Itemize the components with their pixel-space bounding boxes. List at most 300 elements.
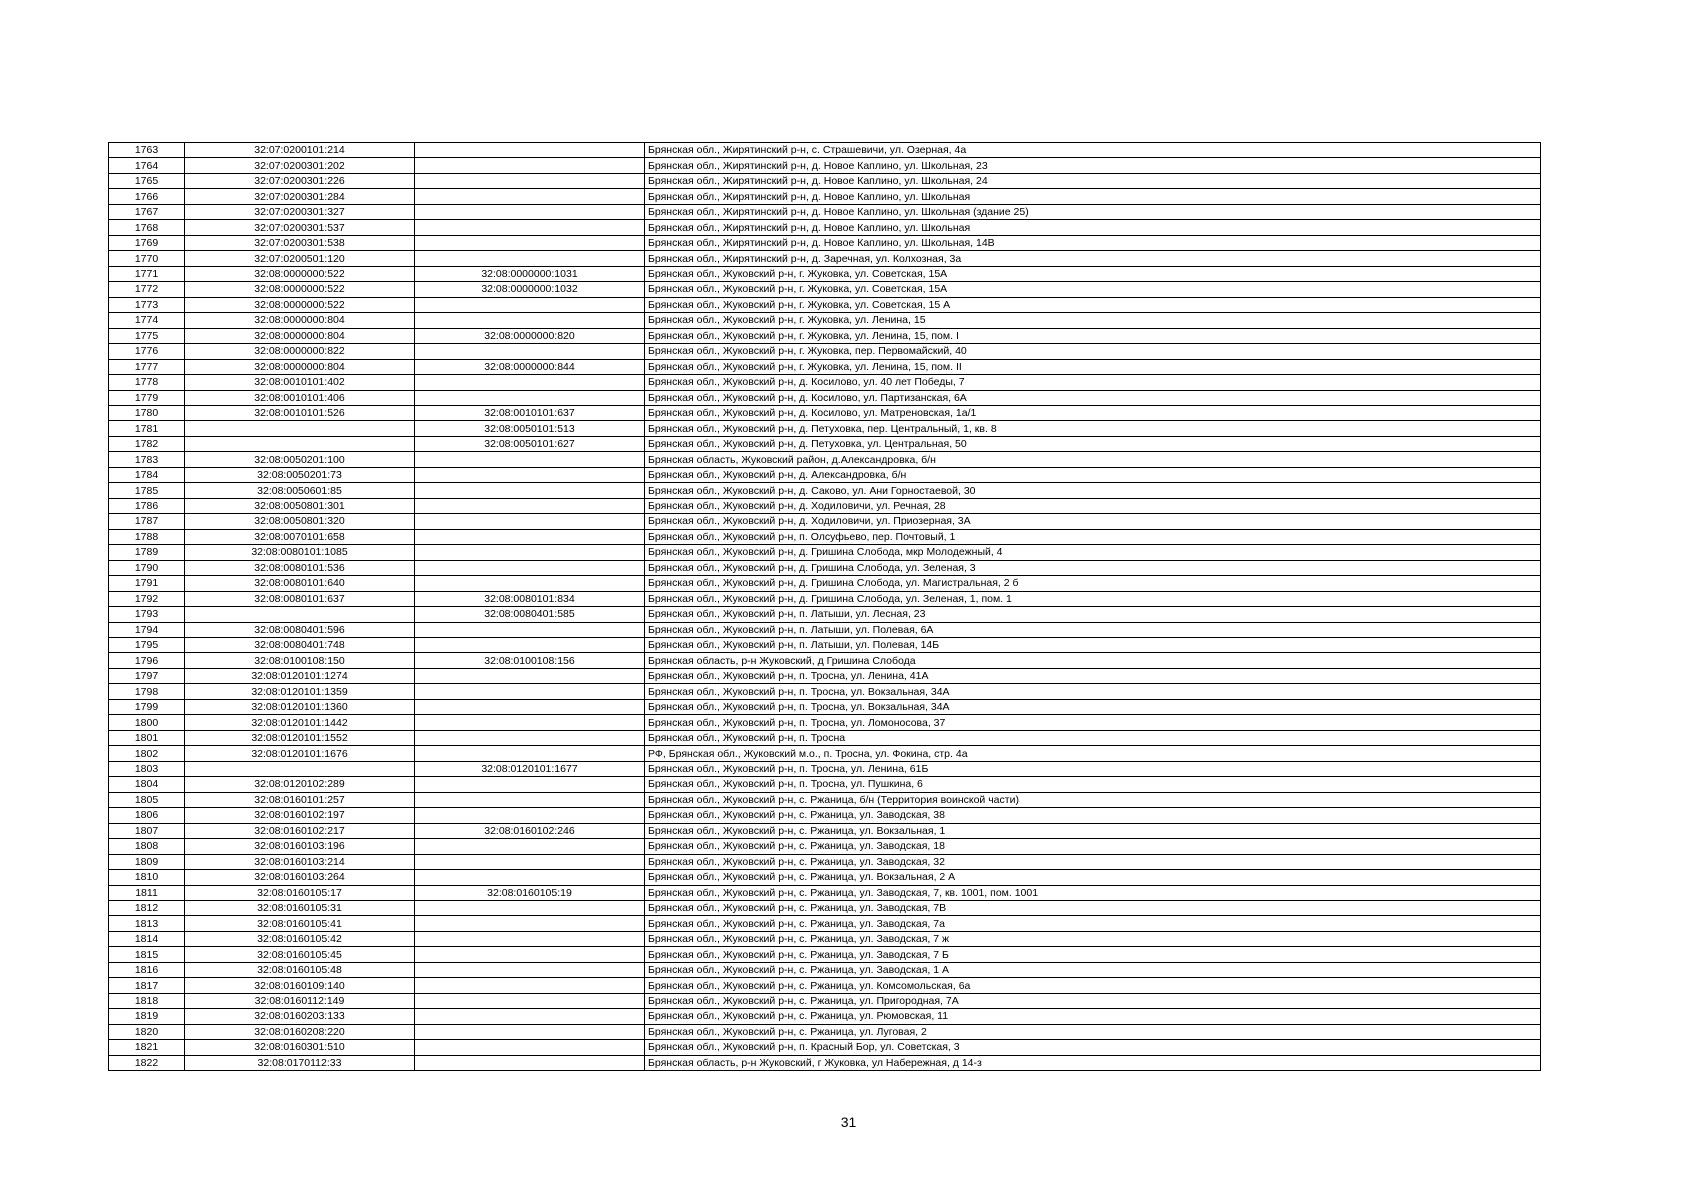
row-number-cell: 1792 xyxy=(109,591,185,606)
row-number-cell: 1816 xyxy=(109,962,185,977)
cadastral-number-cell: 32:08:0120101:1552 xyxy=(185,730,415,745)
cadastral-number-cell: 32:08:0080401:596 xyxy=(185,622,415,637)
row-number-cell: 1815 xyxy=(109,947,185,962)
row-number-cell: 1822 xyxy=(109,1055,185,1070)
address-cell: Брянская обл., Жуковский р-н, п. Латыши, ул. Полевая, 14Б xyxy=(645,638,1541,653)
address-cell: Брянская обл., Жуковский р-н, д. Гришина Слобода, ул. Магистральная, 2 б xyxy=(645,576,1541,591)
row-number-cell: 1821 xyxy=(109,1040,185,1055)
table-row xyxy=(109,483,1541,498)
address-cell: Брянская обл., Жуковский р-н, с. Ржаница, ул. Заводская, 7 Б xyxy=(645,947,1541,962)
related-cadastral-number-cell xyxy=(415,483,645,498)
row-number-cell: 1809 xyxy=(109,854,185,869)
address-cell: Брянская обл., Жуковский р-н, д. Гришина Слобода, ул. Зеленая, 3 xyxy=(645,560,1541,575)
table-row xyxy=(109,436,1541,451)
address-cell: Брянская обл., Жуковский р-н, п. Тросна, ул. Ленина, 41А xyxy=(645,668,1541,683)
row-number-cell: 1776 xyxy=(109,344,185,359)
row-number-cell: 1807 xyxy=(109,823,185,838)
cadastral-number-cell: 32:08:0050201:73 xyxy=(185,467,415,482)
table-row xyxy=(109,514,1541,529)
row-number-cell: 1774 xyxy=(109,313,185,328)
address-cell: Брянская обл., Жирятинский р-н, д. Новое Каплино, ул. Школьная, 14В xyxy=(645,235,1541,250)
cadastral-number-cell: 32:08:0160203:133 xyxy=(185,1009,415,1024)
row-number-cell: 1818 xyxy=(109,993,185,1008)
row-number-cell: 1786 xyxy=(109,498,185,513)
address-cell: Брянская обл., Жирятинский р-н, д. Новое Каплино, ул. Школьная (здание 25) xyxy=(645,204,1541,219)
related-cadastral-number-cell xyxy=(415,993,645,1008)
related-cadastral-number-cell xyxy=(415,545,645,560)
table-row xyxy=(109,390,1541,405)
cadastral-number-cell: 32:08:0160101:257 xyxy=(185,792,415,807)
row-number-cell: 1764 xyxy=(109,158,185,173)
cadastral-number-cell: 32:08:0160103:214 xyxy=(185,854,415,869)
table-row xyxy=(109,220,1541,235)
table-row xyxy=(109,235,1541,250)
related-cadastral-number-cell: 32:08:0000000:820 xyxy=(415,328,645,343)
row-number-cell: 1782 xyxy=(109,436,185,451)
table-row xyxy=(109,792,1541,807)
row-number-cell: 1814 xyxy=(109,931,185,946)
cadastral-number-cell: 32:08:0050801:301 xyxy=(185,498,415,513)
table-row xyxy=(109,560,1541,575)
address-cell: Брянская обл., Жуковский р-н, с. Ржаница, ул. Заводская, 7 ж xyxy=(645,931,1541,946)
address-cell: Брянская обл., Жирятинский р-н, д. Новое Каплино, ул. Школьная, 24 xyxy=(645,173,1541,188)
row-number-cell: 1779 xyxy=(109,390,185,405)
address-cell: Брянская обл., Жуковский р-н, с. Ржаница, ул. Комсомольская, 6а xyxy=(645,978,1541,993)
table-row xyxy=(109,900,1541,915)
row-number-cell: 1769 xyxy=(109,235,185,250)
related-cadastral-number-cell xyxy=(415,560,645,575)
cadastral-number-cell: 32:08:0100108:150 xyxy=(185,653,415,668)
table-row xyxy=(109,653,1541,668)
table-row xyxy=(109,359,1541,374)
address-cell: Брянская обл., Жуковский р-н, д. Гришина Слобода, ул. Зеленая, 1, пом. 1 xyxy=(645,591,1541,606)
address-cell: Брянская обл., Жуковский р-н, п. Красный Бор, ул. Советская, 3 xyxy=(645,1040,1541,1055)
table-row xyxy=(109,947,1541,962)
table-row xyxy=(109,344,1541,359)
cadastral-number-cell xyxy=(185,607,415,622)
address-cell: Брянская обл., Жуковский р-н, п. Тросна, ул. Ломоносова, 37 xyxy=(645,715,1541,730)
row-number-cell: 1775 xyxy=(109,328,185,343)
table-row xyxy=(109,684,1541,699)
address-cell: Брянская область, Жуковский район, д.Александровка, б/н xyxy=(645,452,1541,467)
row-number-cell: 1797 xyxy=(109,668,185,683)
cadastral-number-cell: 32:08:0050601:85 xyxy=(185,483,415,498)
address-cell: Брянская обл., Жуковский р-н, с. Ржаница, ул. Заводская, 1 А xyxy=(645,962,1541,977)
related-cadastral-number-cell xyxy=(415,715,645,730)
related-cadastral-number-cell: 32:08:0080401:585 xyxy=(415,607,645,622)
row-number-cell: 1810 xyxy=(109,870,185,885)
row-number-cell: 1787 xyxy=(109,514,185,529)
related-cadastral-number-cell xyxy=(415,699,645,714)
address-cell: Брянская обл., Жуковский р-н, п. Латыши, ул. Лесная, 23 xyxy=(645,607,1541,622)
table-row xyxy=(109,777,1541,792)
cadastral-number-cell: 32:08:0120101:1360 xyxy=(185,699,415,714)
row-number-cell: 1812 xyxy=(109,900,185,915)
cadastral-number-cell: 32:08:0160105:41 xyxy=(185,916,415,931)
address-cell: Брянская обл., Жуковский р-н, п. Олсуфьево, пер. Почтовый, 1 xyxy=(645,529,1541,544)
related-cadastral-number-cell: 32:08:0000000:1032 xyxy=(415,282,645,297)
related-cadastral-number-cell xyxy=(415,668,645,683)
cadastral-number-cell: 32:08:0160103:264 xyxy=(185,870,415,885)
related-cadastral-number-cell xyxy=(415,576,645,591)
row-number-cell: 1773 xyxy=(109,297,185,312)
related-cadastral-number-cell xyxy=(415,452,645,467)
related-cadastral-number-cell: 32:08:0100108:156 xyxy=(415,653,645,668)
table-row xyxy=(109,746,1541,761)
cadastral-number-cell: 32:08:0120101:1442 xyxy=(185,715,415,730)
cadastral-number-cell: 32:08:0160112:149 xyxy=(185,993,415,1008)
row-number-cell: 1801 xyxy=(109,730,185,745)
address-cell: Брянская обл., Жуковский р-н, с. Ржаница, ул. Заводская, 7, кв. 1001, пом. 1001 xyxy=(645,885,1541,900)
address-cell: Брянская обл., Жуковский р-н, д. Александровка, б/н xyxy=(645,467,1541,482)
table-row xyxy=(109,823,1541,838)
row-number-cell: 1808 xyxy=(109,839,185,854)
page-number: 31 xyxy=(840,1114,857,1130)
cadastral-number-cell: 32:08:0000000:804 xyxy=(185,328,415,343)
address-cell: Брянская обл., Жуковский р-н, с. Ржаница, ул. Заводская, 38 xyxy=(645,808,1541,823)
address-cell: Брянская область, р-н Жуковский, г Жуковка, ул Набережная, д 14-з xyxy=(645,1055,1541,1070)
table-row xyxy=(109,854,1541,869)
address-cell: Брянская обл., Жуковский р-н, д. Ходиловичи, ул. Речная, 28 xyxy=(645,498,1541,513)
row-number-cell: 1811 xyxy=(109,885,185,900)
cadastral-number-cell: 32:07:0200301:284 xyxy=(185,189,415,204)
table-row xyxy=(109,607,1541,622)
related-cadastral-number-cell xyxy=(415,792,645,807)
related-cadastral-number-cell xyxy=(415,297,645,312)
address-cell: Брянская обл., Жуковский р-н, д. Ходиловичи, ул. Приозерная, 3А xyxy=(645,514,1541,529)
table-row xyxy=(109,730,1541,745)
related-cadastral-number-cell xyxy=(415,808,645,823)
table-row xyxy=(109,668,1541,683)
row-number-cell: 1804 xyxy=(109,777,185,792)
cadastral-number-cell: 32:08:0080101:637 xyxy=(185,591,415,606)
table-row xyxy=(109,282,1541,297)
row-number-cell: 1772 xyxy=(109,282,185,297)
address-cell: Брянская обл., Жуковский р-н, д. Косилово, ул. 40 лет Победы, 7 xyxy=(645,375,1541,390)
table-row xyxy=(109,328,1541,343)
table-row xyxy=(109,962,1541,977)
row-number-cell: 1795 xyxy=(109,638,185,653)
row-number-cell: 1781 xyxy=(109,421,185,436)
row-number-cell: 1799 xyxy=(109,699,185,714)
table-row xyxy=(109,405,1541,420)
cadastral-number-cell: 32:08:0010101:526 xyxy=(185,405,415,420)
row-number-cell: 1771 xyxy=(109,266,185,281)
cadastral-number-cell: 32:08:0120101:1274 xyxy=(185,668,415,683)
related-cadastral-number-cell xyxy=(415,235,645,250)
cadastral-number-cell: 32:07:0200301:327 xyxy=(185,204,415,219)
table-row xyxy=(109,576,1541,591)
cadastral-number-cell: 32:07:0200501:120 xyxy=(185,251,415,266)
cadastral-number-cell: 32:08:0120101:1676 xyxy=(185,746,415,761)
table-row xyxy=(109,189,1541,204)
address-cell: Брянская обл., Жуковский р-н, с. Ржаница, б/н (Территория воинской части) xyxy=(645,792,1541,807)
cadastral-number-cell: 32:08:0160109:140 xyxy=(185,978,415,993)
row-number-cell: 1763 xyxy=(109,143,185,158)
address-cell: Брянская обл., Жирятинский р-н, д. Заречная, ул. Колхозная, 3а xyxy=(645,251,1541,266)
address-cell: Брянская обл., Жирятинский р-н, д. Новое Каплино, ул. Школьная, 23 xyxy=(645,158,1541,173)
address-cell: Брянская обл., Жуковский р-н, д. Саково, ул. Ани Горностаевой, 30 xyxy=(645,483,1541,498)
table-row xyxy=(109,498,1541,513)
address-cell: Брянская обл., Жуковский р-н, д. Косилово, ул. Партизанская, 6А xyxy=(645,390,1541,405)
related-cadastral-number-cell xyxy=(415,220,645,235)
cadastral-number-cell: 32:08:0080101:536 xyxy=(185,560,415,575)
address-cell: Брянская обл., Жуковский р-н, г. Жуковка, ул. Советская, 15 А xyxy=(645,297,1541,312)
related-cadastral-number-cell xyxy=(415,158,645,173)
table-row xyxy=(109,375,1541,390)
cadastral-number-cell: 32:08:0120102:289 xyxy=(185,777,415,792)
row-number-cell: 1813 xyxy=(109,916,185,931)
related-cadastral-number-cell xyxy=(415,189,645,204)
row-number-cell: 1802 xyxy=(109,746,185,761)
row-number-cell: 1798 xyxy=(109,684,185,699)
related-cadastral-number-cell xyxy=(415,638,645,653)
cadastral-number-cell: 32:07:0200301:226 xyxy=(185,173,415,188)
related-cadastral-number-cell xyxy=(415,1040,645,1055)
table-body xyxy=(109,143,1541,1071)
address-cell: Брянская обл., Жуковский р-н, д. Петуховка, пер. Центральный, 1, кв. 8 xyxy=(645,421,1541,436)
table-row xyxy=(109,978,1541,993)
table-row xyxy=(109,839,1541,854)
cadastral-number-cell: 32:08:0080401:748 xyxy=(185,638,415,653)
row-number-cell: 1783 xyxy=(109,452,185,467)
address-cell: Брянская обл., Жуковский р-н, с. Ржаница, ул. Луговая, 2 xyxy=(645,1024,1541,1039)
table-row xyxy=(109,173,1541,188)
related-cadastral-number-cell xyxy=(415,1009,645,1024)
related-cadastral-number-cell xyxy=(415,1055,645,1070)
row-number-cell: 1796 xyxy=(109,653,185,668)
address-cell: Брянская обл., Жуковский р-н, п. Тросна, ул. Пушкина, 6 xyxy=(645,777,1541,792)
cadastral-number-cell: 32:08:0000000:522 xyxy=(185,266,415,281)
row-number-cell: 1805 xyxy=(109,792,185,807)
address-cell: Брянская обл., Жуковский р-н, г. Жуковка, ул. Советская, 15А xyxy=(645,282,1541,297)
address-cell: Брянская обл., Жуковский р-н, г. Жуковка, ул. Советская, 15А xyxy=(645,266,1541,281)
related-cadastral-number-cell xyxy=(415,931,645,946)
table-row xyxy=(109,467,1541,482)
related-cadastral-number-cell xyxy=(415,529,645,544)
related-cadastral-number-cell xyxy=(415,978,645,993)
table-row xyxy=(109,1024,1541,1039)
address-cell: Брянская обл., Жуковский р-н, г. Жуковка, ул. Ленина, 15, пом. I xyxy=(645,328,1541,343)
row-number-cell: 1789 xyxy=(109,545,185,560)
table-row xyxy=(109,529,1541,544)
related-cadastral-number-cell: 32:08:0000000:1031 xyxy=(415,266,645,281)
address-cell: Брянская обл., Жуковский р-н, с. Ржаница, ул. Вокзальная, 2 А xyxy=(645,870,1541,885)
related-cadastral-number-cell xyxy=(415,916,645,931)
table-row xyxy=(109,421,1541,436)
address-cell: Брянская обл., Жуковский р-н, г. Жуковка, ул. Ленина, 15 xyxy=(645,313,1541,328)
cadastral-number-cell: 32:08:0070101:658 xyxy=(185,529,415,544)
row-number-cell: 1794 xyxy=(109,622,185,637)
row-number-cell: 1765 xyxy=(109,173,185,188)
row-number-cell: 1784 xyxy=(109,467,185,482)
address-cell: Брянская обл., Жуковский р-н, п. Тросна xyxy=(645,730,1541,745)
row-number-cell: 1770 xyxy=(109,251,185,266)
address-cell: Брянская обл., Жуковский р-н, п. Тросна, ул. Вокзальная, 34А xyxy=(645,699,1541,714)
cadastral-number-cell: 32:08:0000000:822 xyxy=(185,344,415,359)
cadastral-number-cell: 32:08:0000000:522 xyxy=(185,297,415,312)
related-cadastral-number-cell: 32:08:0010101:637 xyxy=(415,405,645,420)
related-cadastral-number-cell xyxy=(415,514,645,529)
table-row xyxy=(109,931,1541,946)
related-cadastral-number-cell xyxy=(415,746,645,761)
cadastral-number-cell: 32:08:0010101:406 xyxy=(185,390,415,405)
row-number-cell: 1777 xyxy=(109,359,185,374)
table-row xyxy=(109,1009,1541,1024)
table-row xyxy=(109,622,1541,637)
table-row xyxy=(109,761,1541,776)
address-cell: Брянская обл., Жуковский р-н, п. Латыши, ул. Полевая, 6А xyxy=(645,622,1541,637)
related-cadastral-number-cell xyxy=(415,622,645,637)
cadastral-number-cell: 32:08:0170112:33 xyxy=(185,1055,415,1070)
table-row xyxy=(109,1055,1541,1070)
address-cell: Брянская обл., Жирятинский р-н, д. Новое Каплино, ул. Школьная xyxy=(645,220,1541,235)
address-cell: Брянская обл., Жуковский р-н, с. Ржаница, ул. Заводская, 7а xyxy=(645,916,1541,931)
address-cell: Брянская обл., Жуковский р-н, г. Жуковка, пер. Первомайский, 40 xyxy=(645,344,1541,359)
row-number-cell: 1791 xyxy=(109,576,185,591)
table-row xyxy=(109,638,1541,653)
related-cadastral-number-cell xyxy=(415,1024,645,1039)
related-cadastral-number-cell xyxy=(415,344,645,359)
cadastral-number-cell: 32:08:0160103:196 xyxy=(185,839,415,854)
related-cadastral-number-cell xyxy=(415,375,645,390)
cadastral-number-cell xyxy=(185,421,415,436)
row-number-cell: 1768 xyxy=(109,220,185,235)
table-row xyxy=(109,266,1541,281)
cadastral-number-cell: 32:08:0160208:220 xyxy=(185,1024,415,1039)
table-row xyxy=(109,545,1541,560)
row-number-cell: 1778 xyxy=(109,375,185,390)
cadastral-number-cell: 32:08:0160105:17 xyxy=(185,885,415,900)
row-number-cell: 1780 xyxy=(109,405,185,420)
row-number-cell: 1793 xyxy=(109,607,185,622)
address-cell: РФ, Брянская обл., Жуковский м.о., п. Тросна, ул. Фокина, стр. 4а xyxy=(645,746,1541,761)
address-cell: Брянская область, р-н Жуковский, д Гришина Слобода xyxy=(645,653,1541,668)
address-cell: Брянская обл., Жирятинский р-н, с. Страшевичи, ул. Озерная, 4а xyxy=(645,143,1541,158)
address-cell: Брянская обл., Жуковский р-н, с. Ржаница, ул. Рюмовская, 11 xyxy=(645,1009,1541,1024)
row-number-cell: 1817 xyxy=(109,978,185,993)
address-cell: Брянская обл., Жуковский р-н, с. Ржаница, ул. Пригородная, 7А xyxy=(645,993,1541,1008)
related-cadastral-number-cell xyxy=(415,204,645,219)
cadastral-number-cell: 32:07:0200301:202 xyxy=(185,158,415,173)
related-cadastral-number-cell: 32:08:0050101:627 xyxy=(415,436,645,451)
address-cell: Брянская обл., Жуковский р-н, с. Ржаница, ул. Заводская, 18 xyxy=(645,839,1541,854)
related-cadastral-number-cell: 32:08:0120101:1677 xyxy=(415,761,645,776)
cadastral-number-cell: 32:08:0160301:510 xyxy=(185,1040,415,1055)
cadastral-number-cell: 32:08:0050801:320 xyxy=(185,514,415,529)
row-number-cell: 1820 xyxy=(109,1024,185,1039)
table-row xyxy=(109,808,1541,823)
related-cadastral-number-cell xyxy=(415,173,645,188)
related-cadastral-number-cell: 32:08:0000000:844 xyxy=(415,359,645,374)
related-cadastral-number-cell xyxy=(415,313,645,328)
row-number-cell: 1785 xyxy=(109,483,185,498)
cadastral-number-cell: 32:08:0080101:1085 xyxy=(185,545,415,560)
cadastral-number-cell: 32:08:0120101:1359 xyxy=(185,684,415,699)
address-cell: Брянская обл., Жуковский р-н, с. Ржаница, ул. Заводская, 32 xyxy=(645,854,1541,869)
table-row xyxy=(109,993,1541,1008)
registry-table-container xyxy=(108,142,1541,1071)
row-number-cell: 1766 xyxy=(109,189,185,204)
address-cell: Брянская обл., Жуковский р-н, п. Тросна, ул. Вокзальная, 34А xyxy=(645,684,1541,699)
row-number-cell: 1790 xyxy=(109,560,185,575)
related-cadastral-number-cell: 32:08:0080101:834 xyxy=(415,591,645,606)
address-cell: Брянская обл., Жуковский р-н, п. Тросна, ул. Ленина, 61Б xyxy=(645,761,1541,776)
related-cadastral-number-cell xyxy=(415,870,645,885)
cadastral-number-cell: 32:08:0160102:197 xyxy=(185,808,415,823)
table-row xyxy=(109,297,1541,312)
table-row xyxy=(109,885,1541,900)
table-row xyxy=(109,916,1541,931)
table-row xyxy=(109,715,1541,730)
cadastral-number-cell: 32:08:0160105:48 xyxy=(185,962,415,977)
cadastral-number-cell: 32:08:0000000:804 xyxy=(185,313,415,328)
related-cadastral-number-cell xyxy=(415,684,645,699)
table-row xyxy=(109,1040,1541,1055)
related-cadastral-number-cell xyxy=(415,854,645,869)
related-cadastral-number-cell xyxy=(415,390,645,405)
table-row xyxy=(109,143,1541,158)
table-row xyxy=(109,699,1541,714)
cadastral-number-cell: 32:08:0000000:804 xyxy=(185,359,415,374)
cadastral-number-cell: 32:08:0050201:100 xyxy=(185,452,415,467)
cadastral-number-cell: 32:07:0200301:538 xyxy=(185,235,415,250)
address-cell: Брянская обл., Жирятинский р-н, д. Новое Каплино, ул. Школьная xyxy=(645,189,1541,204)
related-cadastral-number-cell: 32:08:0160102:246 xyxy=(415,823,645,838)
related-cadastral-number-cell: 32:08:0160105:19 xyxy=(415,885,645,900)
table-row xyxy=(109,158,1541,173)
address-cell: Брянская обл., Жуковский р-н, с. Ржаница, ул. Вокзальная, 1 xyxy=(645,823,1541,838)
related-cadastral-number-cell xyxy=(415,498,645,513)
table-row xyxy=(109,251,1541,266)
related-cadastral-number-cell xyxy=(415,777,645,792)
cadastral-number-cell xyxy=(185,436,415,451)
cadastral-number-cell: 32:08:0010101:402 xyxy=(185,375,415,390)
table-row xyxy=(109,313,1541,328)
cadastral-number-cell: 32:08:0160105:31 xyxy=(185,900,415,915)
related-cadastral-number-cell xyxy=(415,143,645,158)
row-number-cell: 1800 xyxy=(109,715,185,730)
related-cadastral-number-cell xyxy=(415,900,645,915)
row-number-cell: 1788 xyxy=(109,529,185,544)
address-cell: Брянская обл., Жуковский р-н, д. Петуховка, ул. Центральная, 50 xyxy=(645,436,1541,451)
table-row xyxy=(109,204,1541,219)
related-cadastral-number-cell xyxy=(415,962,645,977)
cadastral-number-cell: 32:08:0080101:640 xyxy=(185,576,415,591)
row-number-cell: 1806 xyxy=(109,808,185,823)
related-cadastral-number-cell xyxy=(415,947,645,962)
table-row xyxy=(109,591,1541,606)
cadastral-number-cell: 32:08:0000000:522 xyxy=(185,282,415,297)
address-cell: Брянская обл., Жуковский р-н, д. Гришина Слобода, мкр Молодежный, 4 xyxy=(645,545,1541,560)
related-cadastral-number-cell xyxy=(415,251,645,266)
address-cell: Брянская обл., Жуковский р-н, с. Ржаница, ул. Заводская, 7В xyxy=(645,900,1541,915)
cadastral-number-cell: 32:08:0160105:42 xyxy=(185,931,415,946)
related-cadastral-number-cell: 32:08:0050101:513 xyxy=(415,421,645,436)
related-cadastral-number-cell xyxy=(415,730,645,745)
registry-table xyxy=(108,142,1541,1071)
table-row xyxy=(109,452,1541,467)
row-number-cell: 1803 xyxy=(109,761,185,776)
related-cadastral-number-cell xyxy=(415,839,645,854)
cadastral-number-cell: 32:08:0160105:45 xyxy=(185,947,415,962)
cadastral-number-cell: 32:08:0160102:217 xyxy=(185,823,415,838)
row-number-cell: 1819 xyxy=(109,1009,185,1024)
address-cell: Брянская обл., Жуковский р-н, г. Жуковка, ул. Ленина, 15, пом. II xyxy=(645,359,1541,374)
row-number-cell: 1767 xyxy=(109,204,185,219)
related-cadastral-number-cell xyxy=(415,467,645,482)
address-cell: Брянская обл., Жуковский р-н, д. Косилово, ул. Матреновская, 1а/1 xyxy=(645,405,1541,420)
